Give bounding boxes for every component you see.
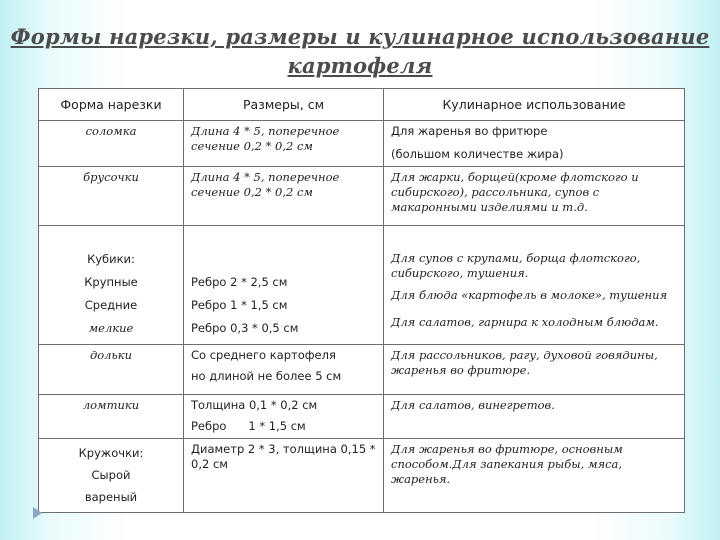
- table-row: [39, 167, 685, 226]
- table-row: [39, 345, 685, 395]
- use-text-1: Для жаренья во фритюре: [391, 124, 548, 138]
- size-text-1: Со среднего картофеля: [191, 348, 336, 362]
- cut-form-cell: брусочки: [39, 167, 184, 226]
- cut-form-label: соломка: [85, 124, 137, 138]
- header-sizes: Размеры, см: [184, 89, 384, 121]
- cut-form-cell: ломтики: [39, 395, 184, 439]
- use-medium: Для блюда «картофель в молоке», тушения: [391, 288, 668, 302]
- cut-form-cell: дольки: [39, 345, 184, 395]
- cubes-large: Крупные: [84, 275, 138, 289]
- cubes-medium: Средние: [84, 298, 138, 312]
- use-cell: Для рассольников, рагу, духовой говядины, жаренья во фритюре.: [384, 345, 685, 395]
- table-row: [39, 439, 685, 513]
- use-small: Для салатов, гарнира к холодным блюдам.: [391, 315, 659, 329]
- use-cell: Для жаренья во фритюре, основным способом.Для запекания рыбы, мяса, жаренья.: [384, 439, 685, 513]
- size-cell: [184, 395, 384, 439]
- use-cell: Для жарки, борщей(кроме флотского и сибирского), рассольника, супов с макаронными изделиями и т.д.: [384, 167, 685, 226]
- table-header-row: [39, 89, 685, 121]
- size-text-2: Ребро 1 * 1,5 см: [191, 419, 306, 433]
- cut-form-cell: [39, 226, 184, 345]
- use-cell: [384, 121, 685, 167]
- size-large: Ребро 2 * 2,5 см: [191, 275, 288, 289]
- header-cut-form: Форма нарезки: [39, 89, 184, 121]
- use-cell: [384, 226, 685, 345]
- table-row: [39, 121, 685, 167]
- header-culinary-use: Кулинарное использование: [384, 89, 685, 121]
- title-line-1: Формы нарезки, размеры и кулинарное использование: [10, 24, 710, 49]
- use-large: Для супов с крупами, борща флотского, сибирского, тушения.: [391, 251, 641, 280]
- size-cell: [184, 345, 384, 395]
- rings-raw: Сырой: [91, 468, 131, 482]
- potato-cut-table: [38, 88, 685, 513]
- page-title: [0, 22, 720, 80]
- size-text-1: Толщина 0,1 * 0,2 см: [191, 398, 318, 412]
- use-text-2: (большом количестве жира): [391, 147, 564, 161]
- cut-form-cell: [39, 121, 184, 167]
- cubes-small: мелкие: [88, 321, 134, 335]
- cut-form-cell: [39, 439, 184, 513]
- table-row: [39, 226, 685, 345]
- size-cell: Длина 4 * 5, поперечное сечение 0,2 * 0,2 см: [184, 121, 384, 167]
- size-cell: [184, 226, 384, 345]
- cubes-heading: Кубики:: [87, 252, 135, 266]
- use-cell: Для салатов, винегретов.: [384, 395, 685, 439]
- size-cell: Длина 4 * 5, поперечное сечение 0,2 * 0,2 см: [184, 167, 384, 226]
- size-medium: Ребро 1 * 1,5 см: [191, 298, 288, 312]
- next-slide-arrow-icon[interactable]: [33, 507, 42, 519]
- size-cell: Диаметр 2 * 3, толщина 0,15 * 0,2 см: [184, 439, 384, 513]
- title-line-2: картофеля: [287, 53, 433, 78]
- table-row: [39, 395, 685, 439]
- rings-boiled: вареный: [84, 490, 138, 504]
- rings-heading: Кружочки:: [78, 446, 144, 460]
- size-text-2: но длиной не более 5 см: [191, 369, 342, 383]
- size-small: Ребро 0,3 * 0,5 см: [191, 321, 299, 335]
